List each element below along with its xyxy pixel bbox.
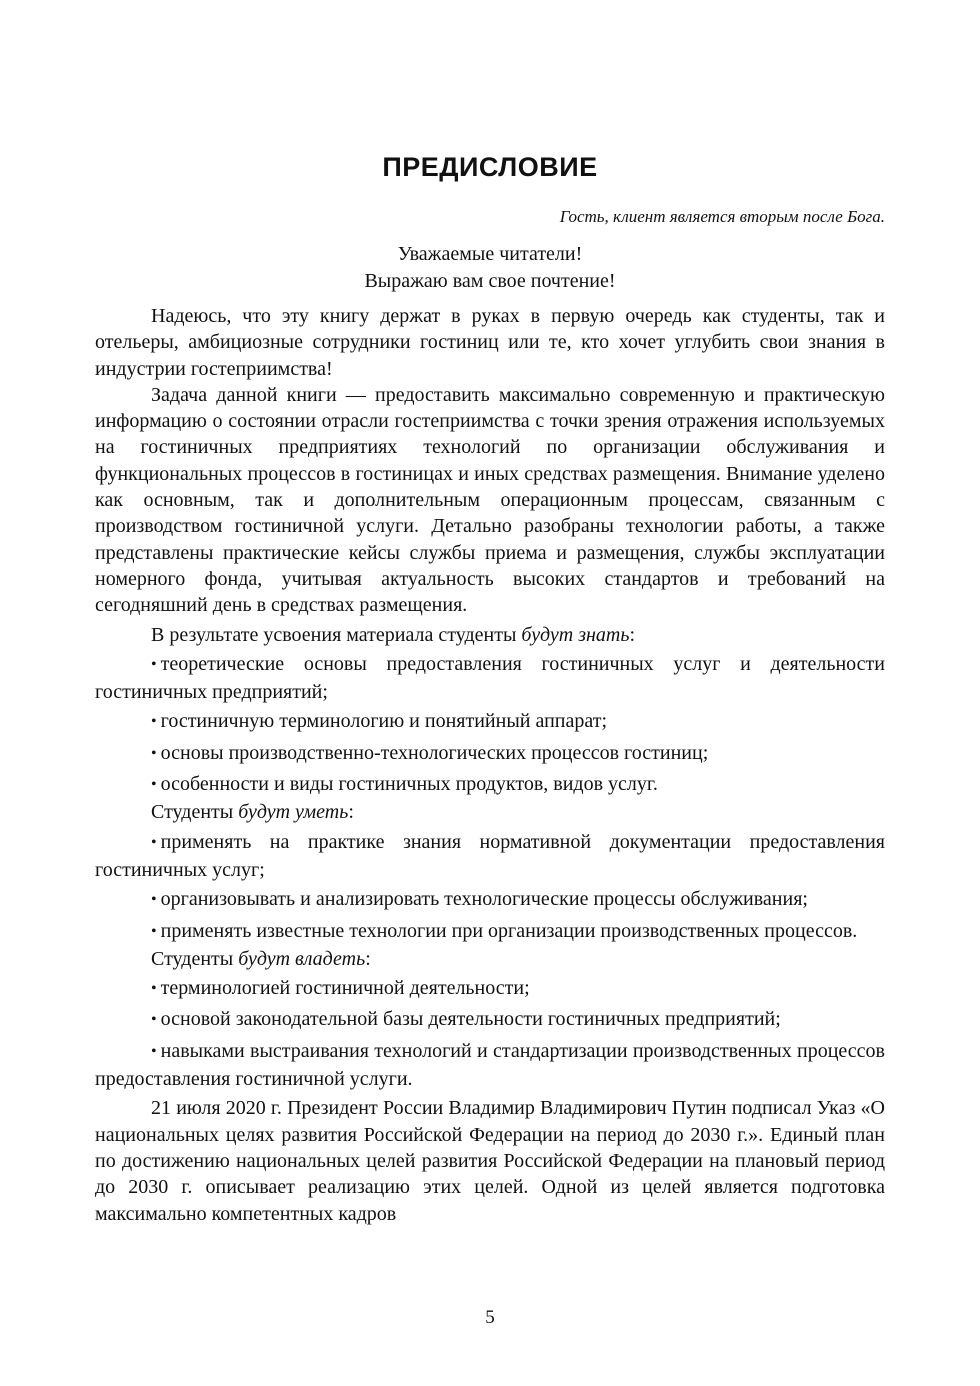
paragraph-can-intro: [95, 799, 885, 825]
paragraph-know-intro: [95, 622, 885, 648]
page-title: ПРЕДИСЛОВИЕ: [382, 152, 598, 182]
bullet-icon: •: [151, 833, 157, 851]
list-item-text: теоретические основы предоставления гостиничных услуг и деятельности гостиничных предприятий;: [95, 652, 885, 704]
bullet-icon: •: [151, 744, 157, 762]
list-item-text: терминологией гостиничной деятельности;: [160, 977, 530, 1000]
list-item-text: применять известные технологии при организации производственных процессов.: [160, 919, 858, 942]
paragraph-decree: 21 июля 2020 г. Президент России Владимир Владимирович Путин подписал Указ «О национальных целях развития Российской Федерации на период до 2030 г.». Единый план по достижению национальных целей развития Российской Федерации на плановый период до 2030 г. описывает реализацию этих целей. Одной из целей является подготовка максимально компетентных кадров: [95, 1097, 885, 1225]
list-item-text: основы производственно-технологических процессов гостиниц;: [160, 741, 709, 764]
bullet-icon: •: [151, 891, 157, 909]
greeting-line-1: Уважаемые читатели!: [397, 243, 583, 265]
list-item-text: организовывать и анализировать технологические процессы обслуживания;: [160, 888, 808, 911]
paragraph-purpose: Задача данной книги — предоставить максимально современную и практическую информацию о состоянии отрасли гостеприимства с точки зрения отражения используемых на гостиничных предприятиях технологий по организации обслуживания и функциональных процессов в гостиницах и иных средствах размещения. Внимание уделено как основным, так и дополнительным операционным процессам, связанным с производством гостиничной услуги. Детально разобраны технологии работы, а также представлены практические кейсы службы приема и размещения, службы эксплуатации номерного фонда, учитывая актуальность высоких стандартов и требований на сегодняшний день в средствах размещения.: [95, 383, 885, 617]
can-emphasis: будут уметь: [238, 801, 349, 824]
list-item-can-1: [95, 829, 885, 884]
own-emphasis: будут владеть: [238, 947, 366, 970]
list-item-know-2: [95, 708, 885, 736]
list-item-text: особенности и виды гостиничных продуктов, видов услуг.: [160, 773, 658, 796]
list-item-own-1: [95, 975, 885, 1003]
bullet-icon: •: [151, 713, 157, 731]
list-item-can-2: [95, 886, 885, 914]
list-item-can-3: [95, 918, 885, 946]
list-item-own-3: [95, 1038, 885, 1093]
bullet-icon: •: [151, 1042, 157, 1060]
own-suffix: :: [365, 947, 371, 970]
list-item-own-2: [95, 1006, 885, 1034]
list-item-text: применять на практике знания нормативной документации предоставления гостиничных услуг;: [95, 830, 885, 881]
bullet-icon: •: [151, 980, 157, 998]
epigraph: Гость, клиент является вторым после Бога.: [559, 207, 885, 226]
bullet-icon: •: [151, 655, 157, 673]
body-text: [95, 303, 885, 1227]
bullet-icon: •: [151, 922, 157, 940]
list-item-text: гостиничную терминологию и понятийный аппарат;: [160, 710, 608, 733]
know-emphasis: будут знать: [521, 623, 630, 646]
greeting: [95, 241, 885, 295]
page-number: 5: [485, 1307, 495, 1328]
bullet-icon: •: [151, 1011, 157, 1029]
list-item-text: основой законодательной базы деятельности гостиничных предприятий;: [160, 1008, 781, 1031]
paragraph-own-intro: [95, 946, 885, 972]
list-item-know-1: [95, 651, 885, 706]
can-suffix: :: [348, 801, 354, 824]
list-item-know-4: [95, 771, 885, 799]
know-suffix: :: [629, 623, 636, 646]
know-intro-text: В результате усвоения материала студенты: [151, 623, 522, 646]
list-item-text: навыками выстраивания технологий и стандартизации производственных процессов предоставления гостиничной услуги.: [95, 1039, 885, 1091]
list-item-know-3: [95, 740, 885, 768]
greeting-line-2: Выражаю вам свое почтение!: [364, 270, 616, 292]
can-intro-text: Студенты: [151, 801, 239, 824]
paragraph-intro: Надеюсь, что эту книгу держат в руках в первую очередь как студенты, так и отельеры, амбициозные сотрудники гостиниц или те, кто хочет углубить свои знания в индустрии гостеприимства!: [95, 305, 885, 380]
own-intro-text: Студенты: [151, 947, 239, 970]
bullet-icon: •: [151, 776, 157, 794]
